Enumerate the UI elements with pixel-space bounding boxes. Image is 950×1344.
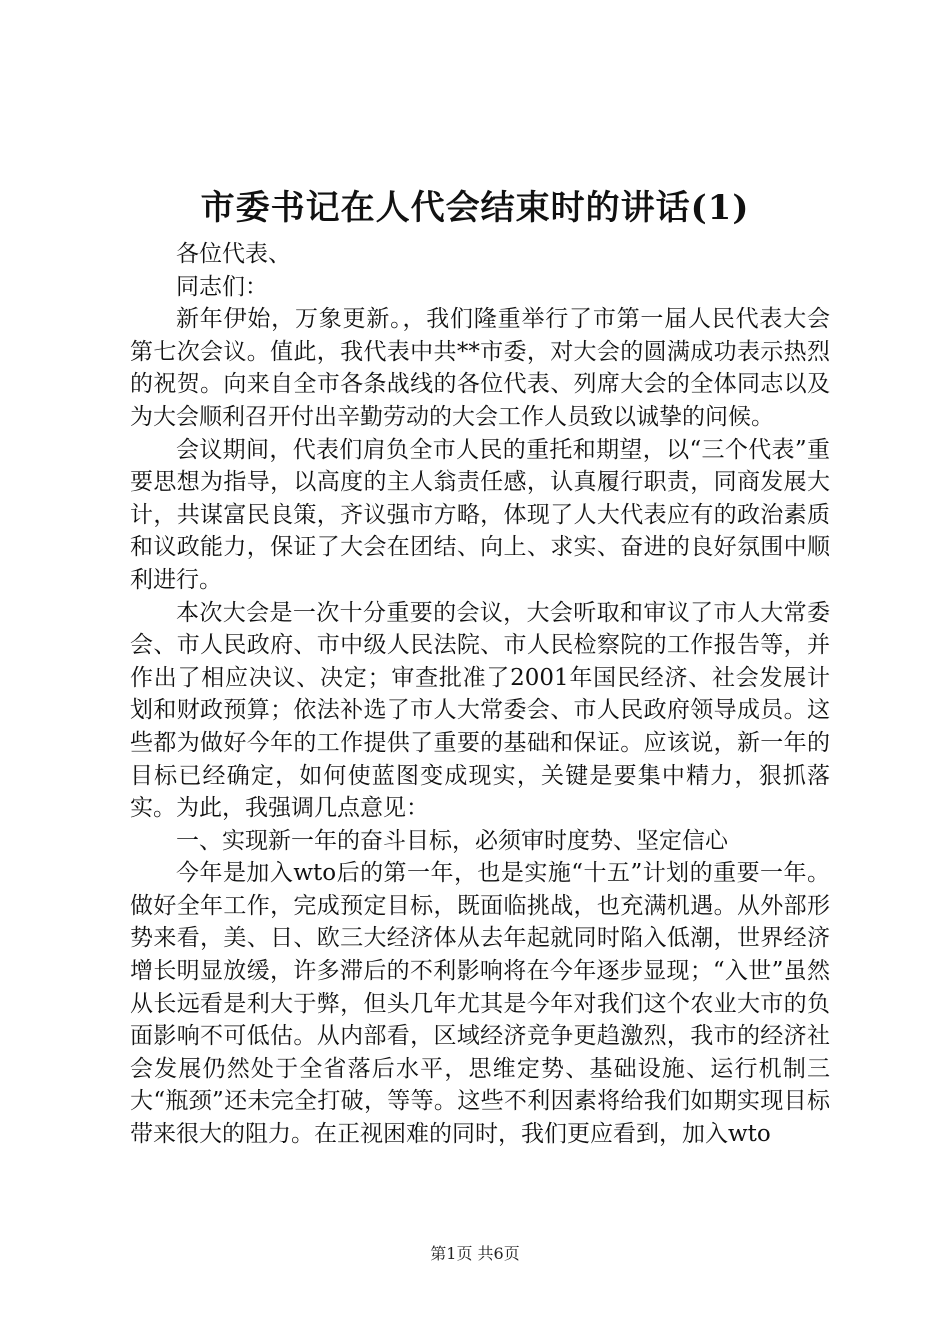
section-heading: 一、实现新一年的奋斗目标，必须审时度势、坚定信心 [176,827,728,854]
page-number-footer: 第1页 共6页 [430,1244,520,1263]
body-paragraph: 新年伊始，万象更新。，我们隆重举行了市第一届人民代表大会第七次会议。值此，我代表中共**市委，对大会的圆满成功表示热烈的祝贺。向来自全市各条战线的各位代表、列席大会的全体同志以及为大会顺利召开付出辛勤劳动的大会工作人员致以诚挚的问候。 [130,306,830,430]
document-body [130,238,830,1151]
salutation-line: 同志们： [176,273,268,300]
document-title: 市委书记在人代会结束时的讲话(1) [200,188,750,228]
body-paragraph: 本次大会是一次十分重要的会议，大会听取和审议了市人大常委会、市人民政府、市中级人民法院、市人民检察院的工作报告等，并作出了相应决议、决定；审查批准了2001年国民经济、社会发展计划和财政预算；依法补选了市人大常委会、市人民政府领导成员。这些都为做好今年的工作提供了重要的基础和保证。应该说，新一年的目标已经确定，如何使蓝图变成现实，关键是要集中精力，狠抓落实。为此，我强调几点意见： [130,599,830,822]
salutation-line: 各位代表、 [176,241,291,267]
body-paragraph: 今年是加入wto后的第一年，也是实施“十五”计划的重要一年。做好全年工作，完成预定目标，既面临挑战，也充满机遇。从外部形势来看，美、日、欧三大经济体从去年起就同时陷入低潮，世界经济增长明显放缓，许多滞后的不利影响将在今年逐步显现；“入世”虽然从长远看是利大于弊，但头几年尤其是今年对我们这个农业大市的负面影响不可低估。从内部看，区域经济竞争更趋激烈，我市的经济社会发展仍然处于全省落后水平，思维定势、基础设施、运行机制三大“瓶颈”还未完全打破，等等。这些不利因素将给我们如期实现目标带来很大的阻力。在正视困难的同时，我们更应看到，加入wto [130,860,830,1148]
body-paragraph: 会议期间，代表们肩负全市人民的重托和期望，以“三个代表”重要思想为指导，以高度的主人翁责任感，认真履行职责，同商发展大计，共谋富民良策，齐议强市方略，体现了人大代表应有的政治素质和议政能力，保证了大会在团结、向上、求实、奋进的良好氛围中顺利进行。 [130,436,830,593]
